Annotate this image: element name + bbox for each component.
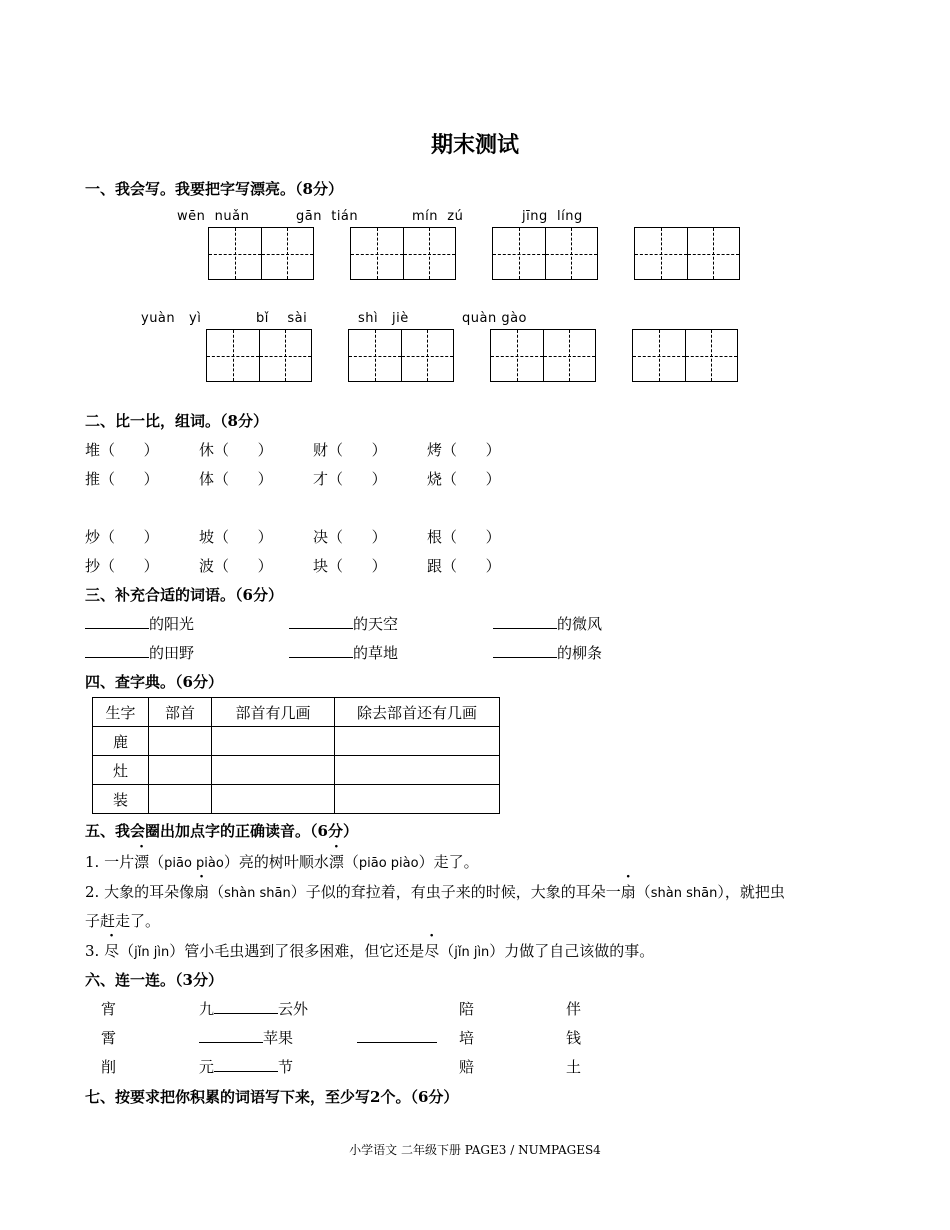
table-header: 部首有几画 — [212, 698, 335, 727]
question-text: ）力做了自己该做的事。 — [489, 942, 655, 960]
question-text: （ — [343, 853, 359, 871]
pinyin-option[interactable]: piāo piào — [164, 856, 224, 871]
question-text: （ — [119, 942, 135, 960]
page-footer: 小学语文 二年级下册 PAGE3 / NUMPAGES4 — [349, 1143, 601, 1157]
dotted-char: 漂 — [134, 853, 150, 871]
compare-item[interactable]: 推（ ） — [85, 470, 159, 488]
fill-blank-item[interactable] — [289, 613, 398, 634]
match-right-char[interactable]: 培 — [459, 1029, 475, 1047]
match-word[interactable]: 伴 — [566, 1000, 582, 1018]
pinyin-8: quàn gào — [462, 311, 528, 326]
writing-grid[interactable] — [490, 329, 596, 382]
blank-line[interactable] — [357, 1028, 437, 1047]
section-3-heading: 三、补充合适的词语。（6分） — [85, 586, 283, 604]
section-4-heading: 四、查字典。（6分） — [85, 673, 223, 691]
page-title: 期末测试 — [430, 132, 519, 158]
match-right-char[interactable]: 赔 — [459, 1058, 475, 1076]
writing-grid[interactable] — [632, 329, 738, 382]
fill-blank-text: 的微风 — [557, 615, 603, 633]
section-1-heading: 一、我会写。我要把字写漂亮。（8分） — [85, 180, 343, 198]
table-row — [93, 727, 500, 756]
writing-grid[interactable] — [208, 227, 314, 280]
reading-question-2-cont: 子赶走了。 — [85, 912, 161, 930]
match-left-char[interactable]: 宵 — [101, 1000, 117, 1018]
compare-item[interactable]: 体（ ） — [199, 470, 273, 488]
phrase-suffix: 苹果 — [263, 1029, 294, 1047]
match-left-char[interactable]: 霄 — [101, 1029, 117, 1047]
fill-blank-text: 的田野 — [149, 644, 195, 662]
table-cell-input[interactable] — [212, 785, 335, 814]
compare-item[interactable]: 坡（ ） — [199, 528, 273, 546]
table-header-row — [93, 698, 500, 727]
fill-blank-text: 的阳光 — [149, 615, 195, 633]
phrase-prefix: 元 — [199, 1058, 215, 1076]
blank-line[interactable] — [493, 614, 557, 629]
compare-item[interactable]: 根（ ） — [427, 528, 501, 546]
table-cell-input[interactable] — [149, 756, 212, 785]
compare-item[interactable]: 休（ ） — [199, 441, 273, 459]
question-text: 3. — [85, 942, 105, 960]
question-text: ）走了。 — [418, 853, 479, 871]
reading-question-1 — [85, 851, 479, 872]
phrase-suffix: 节 — [278, 1058, 294, 1076]
match-phrase[interactable] — [199, 1056, 293, 1077]
reading-question-3 — [85, 940, 654, 961]
dotted-char: 扇 — [194, 883, 210, 901]
table-cell-input[interactable] — [149, 785, 212, 814]
writing-grid[interactable] — [492, 227, 598, 280]
match-phrase[interactable] — [199, 1027, 293, 1048]
blank-line[interactable] — [289, 614, 353, 629]
fill-blank-text: 的草地 — [353, 644, 399, 662]
pinyin-option[interactable]: jǐn jìn — [454, 945, 490, 960]
table-cell-input[interactable] — [212, 727, 335, 756]
pinyin-2: gān tián — [296, 209, 359, 224]
reading-question-2 — [85, 881, 785, 902]
section-2-heading: 二、比一比，组词。（8分） — [85, 412, 268, 430]
pinyin-5: yuàn yì — [141, 311, 202, 326]
fill-blank-text: 的天空 — [353, 615, 399, 633]
question-text: 2. 大象的耳朵像 — [85, 883, 195, 901]
blank-line[interactable] — [289, 643, 353, 658]
pinyin-option[interactable]: shàn shān — [224, 886, 291, 901]
question-text: ）子似的耷拉着，有虫子来的时候，大象的耳朵一 — [290, 883, 621, 901]
writing-grid[interactable] — [350, 227, 456, 280]
dotted-char: 扇 — [620, 883, 636, 901]
compare-item[interactable]: 块（ ） — [313, 557, 387, 575]
pinyin-4: jīng líng — [522, 209, 583, 224]
blank-line[interactable] — [493, 643, 557, 658]
blank-line[interactable] — [199, 1028, 263, 1043]
writing-grid[interactable] — [348, 329, 454, 382]
compare-item[interactable]: 堆（ ） — [85, 441, 159, 459]
table-header: 除去部首还有几画 — [335, 698, 500, 727]
dotted-char: 尽 — [424, 942, 440, 960]
table-cell-input[interactable] — [212, 756, 335, 785]
table-cell-char: 鹿 — [93, 727, 149, 756]
pinyin-3: mín zú — [412, 209, 464, 224]
compare-item[interactable]: 烧（ ） — [427, 470, 501, 488]
compare-item[interactable]: 财（ ） — [313, 441, 387, 459]
pinyin-1: wēn nuǎn — [177, 209, 250, 224]
dotted-char: 漂 — [328, 853, 344, 871]
table-cell-char: 灶 — [93, 756, 149, 785]
compare-item[interactable]: 炒（ ） — [85, 528, 159, 546]
blank-line[interactable] — [214, 999, 278, 1014]
phrase-suffix: 云外 — [278, 1000, 309, 1018]
table-row — [93, 756, 500, 785]
fill-blank-item[interactable] — [493, 613, 602, 634]
writing-grid[interactable] — [206, 329, 312, 382]
fill-blank-item[interactable] — [493, 642, 602, 663]
pinyin-7: shì jiè — [358, 311, 409, 326]
blank-line[interactable] — [85, 614, 149, 629]
dictionary-table — [92, 697, 500, 814]
compare-item[interactable]: 波（ ） — [199, 557, 273, 575]
table-cell-input[interactable] — [335, 785, 500, 814]
match-word[interactable]: 土 — [566, 1058, 582, 1076]
pinyin-option[interactable]: jǐn jìn — [134, 945, 170, 960]
match-right-char[interactable]: 陪 — [459, 1000, 475, 1018]
question-text: （ — [635, 883, 651, 901]
section-5-heading: 五、我会圈出加点字的正确读音。（6分） — [85, 822, 358, 840]
pinyin-6: bǐ sài — [256, 311, 308, 326]
pinyin-option[interactable]: shàn shān — [650, 886, 718, 901]
compare-item[interactable]: 决（ ） — [313, 528, 387, 546]
question-text: （ — [439, 942, 455, 960]
match-word[interactable]: 钱 — [566, 1029, 582, 1047]
fill-blank-item[interactable] — [85, 642, 194, 663]
table-cell-input[interactable] — [149, 727, 212, 756]
question-text: ），就把虫 — [717, 883, 785, 901]
match-left-char[interactable]: 削 — [101, 1058, 117, 1076]
fill-blank-item[interactable] — [85, 613, 194, 634]
blank-line[interactable] — [85, 643, 149, 658]
blank-line[interactable] — [214, 1057, 278, 1072]
table-row — [93, 785, 500, 814]
dotted-char: 尽 — [104, 942, 120, 960]
question-text: ）管小毛虫遇到了很多困难，但它还是 — [169, 942, 425, 960]
table-cell-input[interactable] — [335, 727, 500, 756]
compare-item[interactable]: 跟（ ） — [427, 557, 501, 575]
question-text: 1. 一片 — [85, 853, 135, 871]
section-6-heading: 六、连一连。（3分） — [85, 971, 223, 989]
section-7-heading: 七、按要求把你积累的词语写下来，至少写2个。（6分） — [85, 1088, 459, 1106]
table-header: 部首 — [149, 698, 212, 727]
phrase-prefix: 九 — [199, 1000, 215, 1018]
fill-blank-item[interactable] — [289, 642, 398, 663]
compare-item[interactable]: 烤（ ） — [427, 441, 501, 459]
question-text: （ — [209, 883, 225, 901]
table-header: 生字 — [93, 698, 149, 727]
pinyin-option[interactable]: piāo piào — [358, 856, 419, 871]
compare-item[interactable]: 才（ ） — [313, 470, 387, 488]
fill-blank-text: 的柳条 — [557, 644, 603, 662]
table-cell-char: 装 — [93, 785, 149, 814]
question-text: （ — [149, 853, 165, 871]
question-text: ）亮的树叶顺水 — [223, 853, 329, 871]
table-cell-input[interactable] — [335, 756, 500, 785]
writing-grid[interactable] — [634, 227, 740, 280]
match-phrase[interactable] — [199, 998, 308, 1019]
compare-item[interactable]: 抄（ ） — [85, 557, 159, 575]
